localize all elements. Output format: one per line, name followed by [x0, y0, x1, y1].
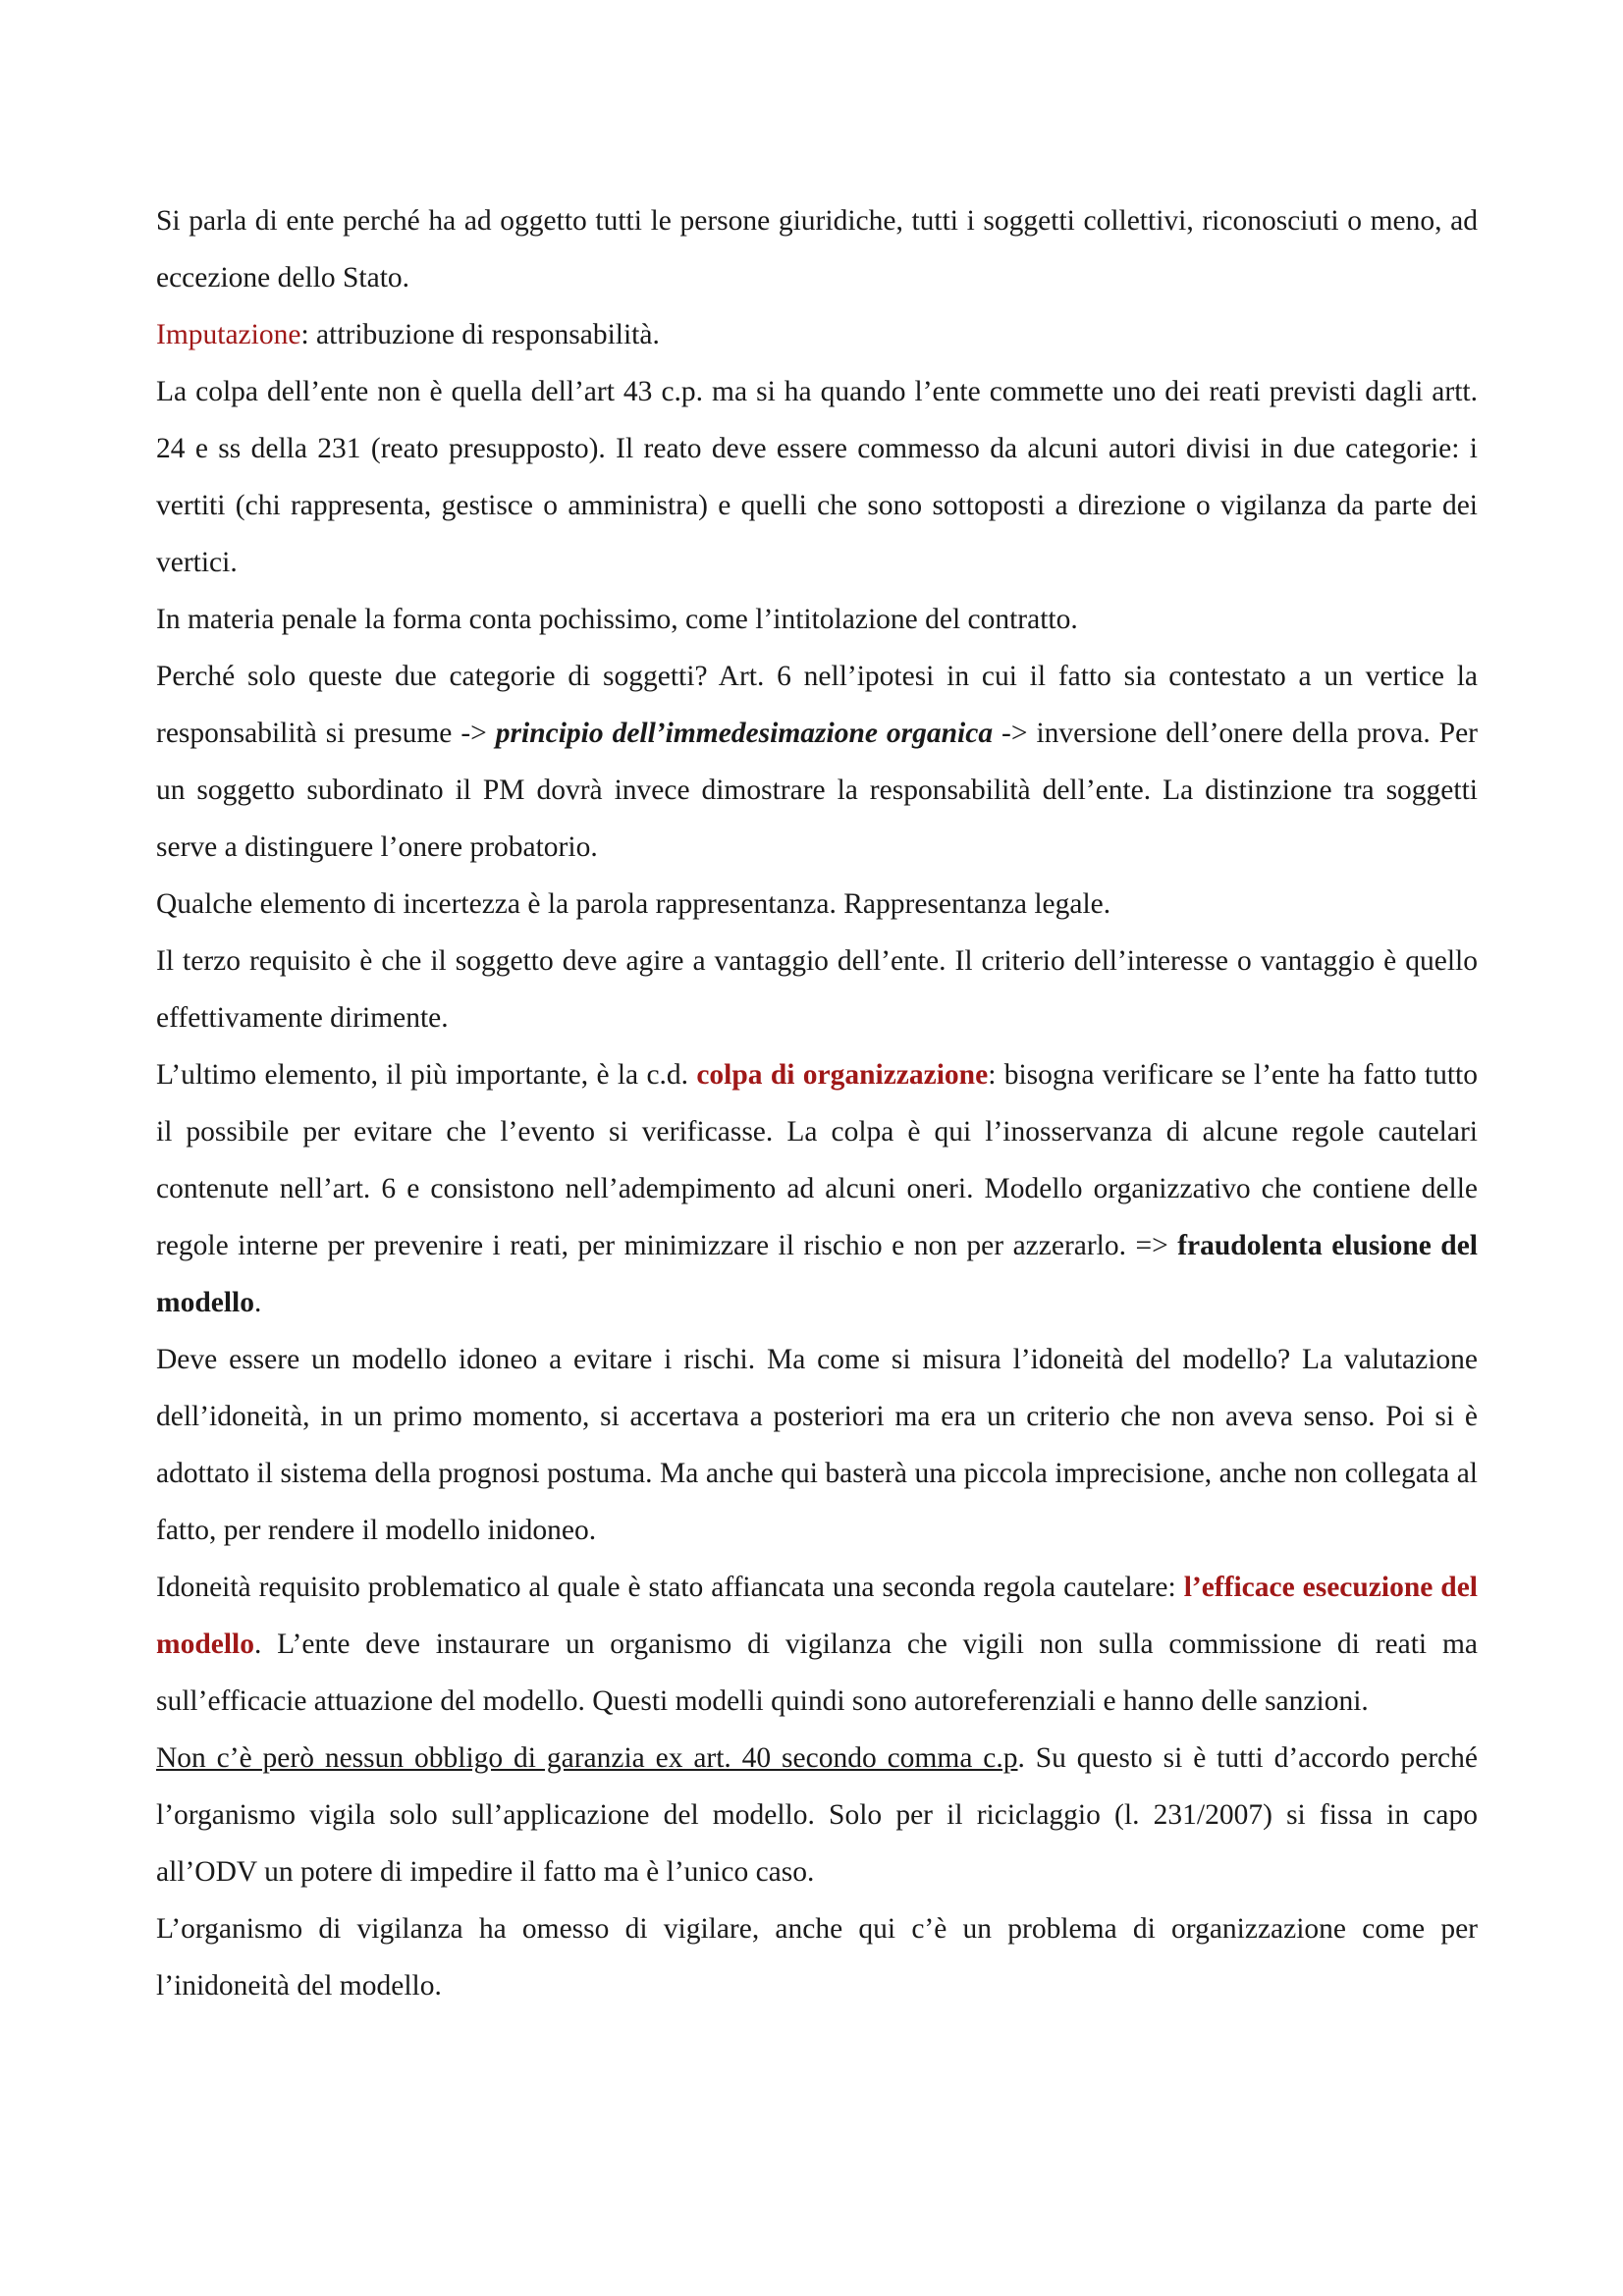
paragraph-text: Qualche elemento di incertezza è la parola rappresentanza. Rappresentanza legale.: [156, 888, 1111, 920]
paragraph-terzo-requisito: [156, 933, 1478, 1046]
paragraph-organismo-vigilanza: [156, 1900, 1478, 2014]
paragraph-text: -> inversione dell’onere della prova. Per un soggetto subordinato il PM dovrà invece dimostrare la responsabilità dell’ente. La distinzione tra soggetti serve a distinguere l’onere probatorio.: [156, 718, 1478, 863]
term-immedesimazione-organica: principio dell’immedesimazione organica: [495, 718, 994, 749]
paragraph-text: Si parla di ente perché ha ad oggetto tutti le persone giuridiche, tutti i soggetti collettivi, riconosciuti o meno, ad eccezione dello Stato.: [156, 205, 1478, 294]
document-page: [156, 192, 1478, 2014]
paragraph-categorie-soggetti: [156, 648, 1478, 876]
paragraph-text: Il terzo requisito è che il soggetto deve agire a vantaggio dell’ente. Il criterio dell’interesse o vantaggio è quello effettivamente dirimente.: [156, 945, 1478, 1034]
paragraph-colpa-organizzazione: [156, 1046, 1478, 1331]
paragraph-text: In materia penale la forma conta pochissimo, come l’intitolazione del contratto.: [156, 604, 1078, 635]
paragraph-text: L’organismo di vigilanza ha omesso di vigilare, anche qui c’è un problema di organizzazione come per l’inidoneità del modello.: [156, 1913, 1478, 2002]
paragraph-efficace-esecuzione: [156, 1559, 1478, 1730]
term-imputazione: Imputazione: [156, 319, 301, 350]
paragraph-text: La colpa dell’ente non è quella dell’art 43 c.p. ma si ha quando l’ente commette uno dei reati previsti dagli artt. 24 e ss della 231 (reato presupposto). Il reato deve essere commesso da alcuni autori divisi in due categorie: i vertiti (chi rappresenta, gestisce o amministra) e quelli che sono sottoposti a direzione o vigilanza da parte dei vertici.: [156, 376, 1478, 578]
underlined-obbligo-garanzia: Non c’è però nessun obbligo di garanzia ex art. 40 secondo comma c.p: [156, 1742, 1018, 1774]
paragraph-text: : attribuzione di responsabilità.: [300, 319, 660, 350]
paragraph-ente-definition: [156, 192, 1478, 306]
term-efficace-esecuzione: l’efficace esecuzione del modello: [156, 1572, 1478, 1660]
paragraph-obbligo-garanzia: [156, 1730, 1478, 1900]
term-fraudolenta-elusione: fraudolenta elusione del modello: [156, 1230, 1478, 1318]
term-colpa-organizzazione: colpa di organizzazione: [696, 1059, 989, 1091]
paragraph-text: .: [253, 1287, 262, 1318]
paragraph-rappresentanza: [156, 876, 1478, 933]
paragraph-colpa-ente: [156, 363, 1478, 591]
paragraph-materia-penale: [156, 591, 1478, 648]
paragraph-imputazione: [156, 306, 1478, 363]
paragraph-text: . L’ente deve instaurare un organismo di vigilanza che vigili non sulla commissione di reati ma sull’efficacie attuazione del modello. Questi modelli quindi sono autoreferenziali e hanno delle sanzioni.: [156, 1629, 1478, 1717]
paragraph-text: Deve essere un modello idoneo a evitare i rischi. Ma come si misura l’idoneità del modello? La valutazione dell’idoneità, in un primo momento, si accertava a posteriori ma era un criterio che non aveva senso. Poi si è adottato il sistema della prognosi postuma. Ma anche qui basterà una piccola imprecisione, anche non collegata al fatto, per rendere il modello inidoneo.: [156, 1344, 1478, 1546]
paragraph-text: L’ultimo elemento, il più importante, è la c.d.: [156, 1059, 697, 1091]
paragraph-text: . Su questo si è tutti d’accordo perché l’organismo vigila solo sull’applicazione del modello. Solo per il riciclaggio (l. 231/2007) si fissa in capo all’ODV un potere di impedire il fatto ma è l’unico caso.: [156, 1742, 1478, 1888]
paragraph-text: : bisogna verificare se l’ente ha fatto tutto il possibile per evitare che l’evento si verificasse. La colpa è qui l’inosservanza di alcune regole cautelari contenute nell’art. 6 e consistono nell’adempimento ad alcuni oneri. Modello organizzativo che contiene delle regole interne per prevenire i reati, per minimizzare il rischio e non per azzerarlo. =>: [156, 1059, 1478, 1261]
paragraph-idoneita-modello: [156, 1331, 1478, 1559]
paragraph-text: Idoneità requisito problematico al quale è stato affiancata una seconda regola cautelare:: [156, 1572, 1184, 1603]
paragraph-text: Perché solo queste due categorie di soggetti? Art. 6 nell’ipotesi in cui il fatto sia contestato a un vertice la responsabilità si presume ->: [156, 661, 1478, 749]
